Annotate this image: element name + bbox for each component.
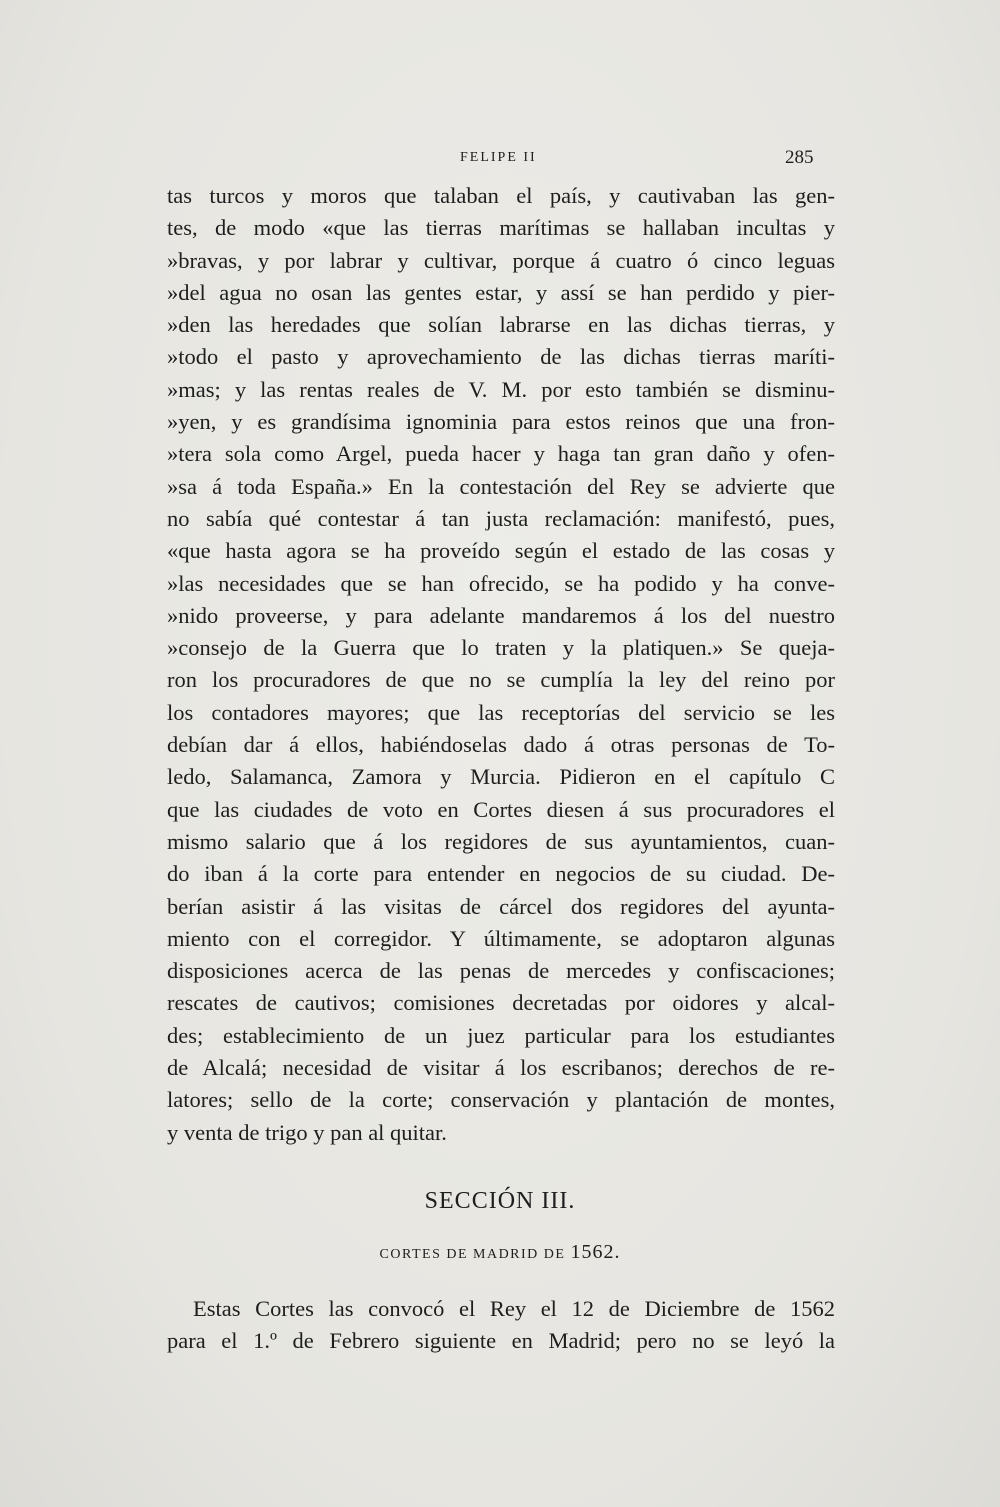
text-line: tes, de modo «que las tierras marítimas se hallaban incultas y [167, 215, 835, 241]
text-line: rescates de cautivos; comisiones decretadas por oidores y alcal- [167, 990, 835, 1016]
section-title-text: SECCIÓN III. [424, 1188, 576, 1214]
text-line: »nido proveerse, y para adelante mandaremos á los del nuestro [167, 602, 835, 628]
text-line: «que hasta agora se ha proveído según el estado de las cosas y [167, 538, 835, 564]
text-line: los contadores mayores; que las receptorías del servicio se les [167, 699, 835, 725]
text-line: disposiciones acerca de las penas de mercedes y confiscaciones; [167, 958, 835, 984]
text-line: »den las heredades que solían labrarse en las dichas tierras, y [167, 312, 835, 338]
section-subtitle [0, 1241, 1000, 1264]
text-line: Estas Cortes las convocó el Rey el 12 de Diciembre de 1562 [193, 1296, 835, 1321]
text-line: »las necesidades que se han ofrecido, se ha podido y ha conve- [167, 570, 835, 596]
text-line: »todo el pasto y aprovechamiento de las dichas tierras maríti- [167, 344, 835, 370]
text-line: tas turcos y moros que talaban el país, y cautivaban las gen- [167, 183, 835, 208]
text-line: miento con el corregidor. Y últimamente, se adoptaron algunas [167, 925, 835, 951]
text-line: »bravas, y por labrar y cultivar, porque á cuatro ó cinco leguas [167, 247, 835, 273]
text-line: ron los procuradores de que no se cumplía la ley del reino por [167, 667, 835, 693]
body-paragraph [167, 180, 835, 1149]
text-line: »sa á toda España.» En la contestación del Rey se advierte que [167, 473, 835, 499]
text-line: »del agua no osan las gentes estar, y assí se han perdido y pier- [167, 279, 835, 305]
text-line: berían asistir á las visitas de cárcel dos regidores del ayunta- [167, 893, 835, 919]
text-line: latores; sello de la corte; conservación y plantación de montes, [167, 1087, 835, 1113]
text-line: mismo salario que á los regidores de sus ayuntamientos, cuan- [167, 828, 835, 854]
section-subtitle-text: CORTES DE MADRID DE [379, 1247, 566, 1262]
text-line: debían dar á ellos, habiéndoselas dado á otras personas de To- [167, 732, 835, 758]
text-line: »consejo de la Guerra que lo traten y la platiquen.» Se queja- [167, 635, 835, 661]
text-line: que las ciudades de voto en Cortes diesen á sus procuradores el [167, 796, 835, 822]
text-line: de Alcalá; necesidad de visitar á los escribanos; derechos de re- [167, 1055, 835, 1081]
running-header [0, 147, 1000, 174]
text-line: »mas; y las rentas reales de V. M. por esto también se disminu- [167, 376, 835, 402]
text-line: no sabía qué contestar á tan justa reclamación: manifestó, pues, [167, 505, 835, 531]
running-title: FELIPE II [460, 150, 537, 165]
text-line: do iban á la corte para entender en negocios de su ciudad. De- [167, 861, 835, 887]
text-line: des; establecimiento de un juez particular para los estudiantes [167, 1022, 835, 1048]
text-line: »yen, y es grandísima ignominia para estos reinos que una fron- [167, 409, 835, 435]
text-line: ledo, Salamanca, Zamora y Murcia. Pidieron en el capítulo C [167, 764, 835, 790]
text-line: y venta de trigo y pan al quitar. [167, 1119, 447, 1145]
opening-paragraph [167, 1293, 835, 1358]
text-line: »tera sola como Argel, pueda hacer y haga tan gran daño y ofen- [167, 441, 835, 467]
page-number: 285 [785, 147, 814, 168]
section-subtitle-year: 1562. [570, 1241, 621, 1263]
section-title [0, 1188, 1000, 1215]
text-line: para el 1.º de Febrero siguiente en Madrid; pero no se leyó la [167, 1328, 835, 1354]
